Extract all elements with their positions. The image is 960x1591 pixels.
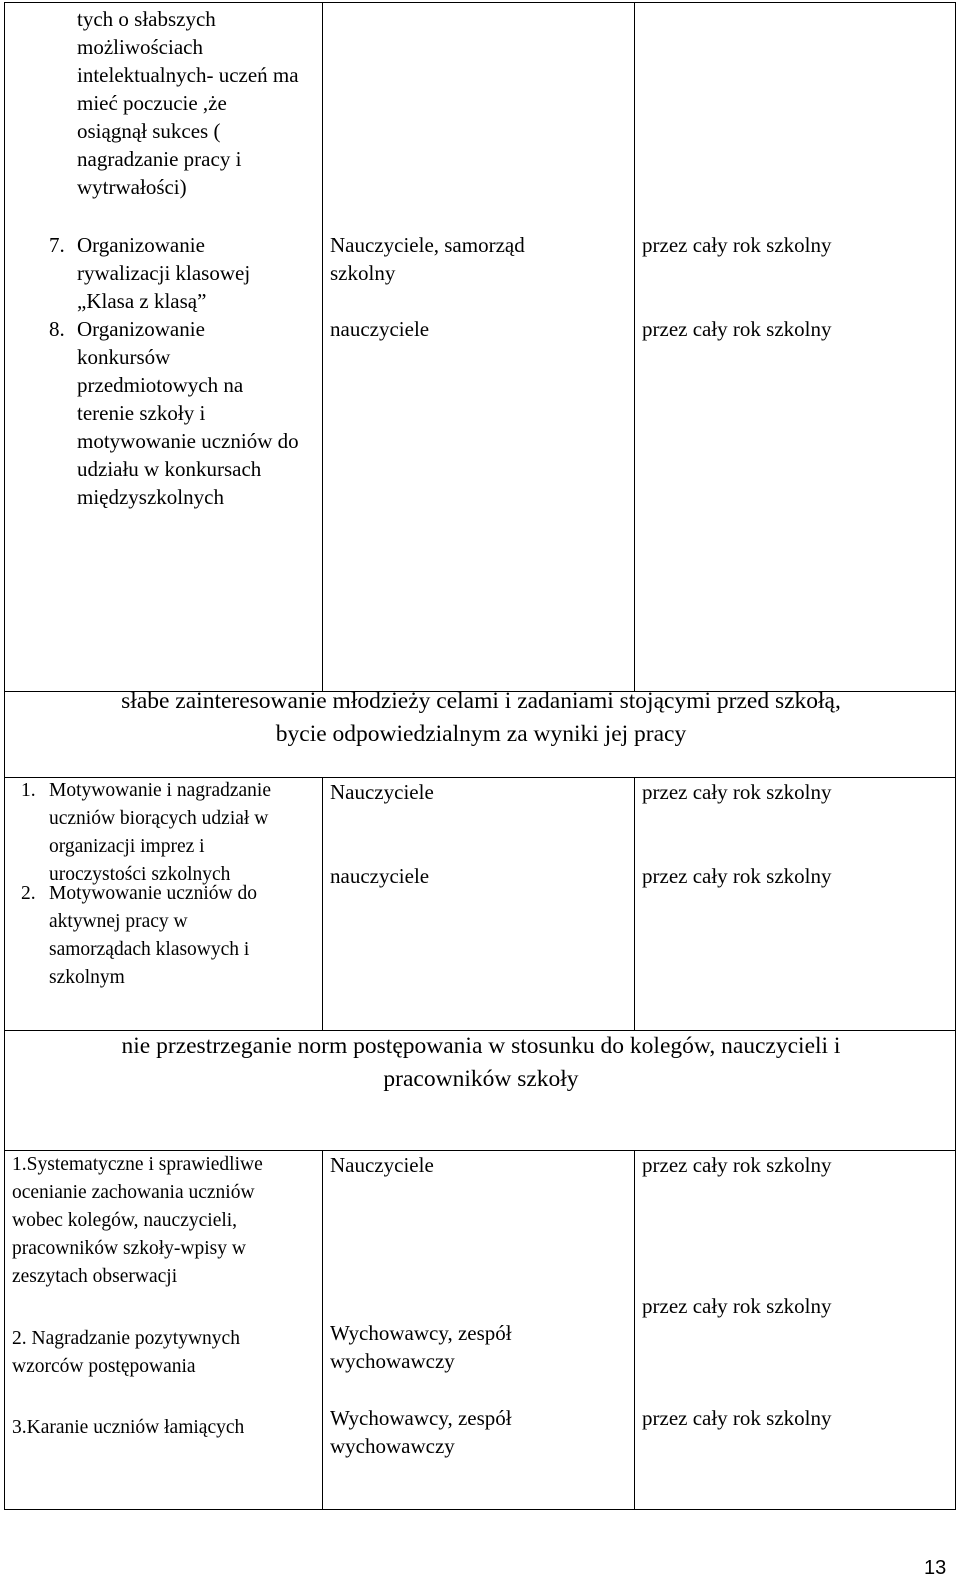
responsible-text: Wychowawcy, zespół wychowawczy bbox=[330, 1406, 512, 1458]
responsible-text: Wychowawcy, zespół wychowawczy bbox=[330, 1321, 512, 1373]
list-number: 2. bbox=[21, 883, 36, 904]
time-text: przez cały rok szkolny bbox=[642, 1294, 832, 1318]
column-divider bbox=[634, 777, 635, 1030]
section-heading: słabe zainteresowanie młodzieży celami i zadaniami stojącymi przed szkołą, bycie odpowiedzialnym za wyniki jej pracy bbox=[121, 688, 841, 747]
plan-table bbox=[4, 2, 956, 1510]
list-number: 7. bbox=[49, 233, 65, 257]
list-item: Motywowanie i nagradzanie uczniów biorących udział w organizacji imprez i uroczystości szkolnych bbox=[49, 780, 272, 885]
responsible-text: Nauczyciele, samorząd szkolny bbox=[330, 233, 525, 285]
page-number: 13 bbox=[924, 1557, 947, 1579]
list-item: Organizowanie konkursów przedmiotowych na terenie szkoły i motywowanie uczniów do udziału w konkursach międzyszkolnych bbox=[77, 317, 299, 509]
time-text: przez cały rok szkolny bbox=[642, 1406, 832, 1430]
column-divider bbox=[322, 777, 323, 1030]
task-continuation-text: tych o słabszych możliwościach intelektualnych- uczeń ma mieć poczucie ,że osiągnął sukces ( nagradzanie pracy i wytrwałości) bbox=[77, 7, 299, 199]
time-text: przez cały rok szkolny bbox=[642, 317, 832, 341]
list-item: Organizowanie rywalizacji klasowej „Klasa z klasą” bbox=[77, 233, 251, 313]
responsible-text: Nauczyciele bbox=[330, 1153, 434, 1177]
responsible-text: nauczyciele bbox=[330, 317, 430, 341]
responsible-text: nauczyciele bbox=[330, 864, 430, 888]
time-text: przez cały rok szkolny bbox=[642, 1153, 832, 1177]
column-divider bbox=[322, 3, 323, 691]
list-item: Motywowanie uczniów do aktywnej pracy w samorządach klasowych i szkolnym bbox=[49, 883, 257, 988]
section-heading: nie przestrzeganie norm postępowania w stosunku do kolegów, nauczycieli i pracowników szkoły bbox=[121, 1033, 841, 1092]
list-number: 8. bbox=[49, 317, 65, 341]
list-item: 2. Nagradzanie pozytywnych wzorców postępowania bbox=[12, 1328, 240, 1377]
responsible-text: Nauczyciele bbox=[330, 780, 434, 804]
column-divider bbox=[634, 3, 635, 691]
list-item: 3.Karanie uczniów łamiących bbox=[12, 1417, 245, 1438]
time-text: przez cały rok szkolny bbox=[642, 864, 832, 888]
column-divider bbox=[322, 1150, 323, 1509]
column-divider bbox=[634, 1150, 635, 1509]
list-number: 1. bbox=[21, 780, 36, 801]
list-item: 1.Systematyczne i sprawiedliwe ocenianie zachowania uczniów wobec kolegów, nauczycieli, pracowników szkoły-wpisy w zeszytach obserwacji bbox=[12, 1154, 263, 1287]
time-text: przez cały rok szkolny bbox=[642, 780, 832, 804]
time-text: przez cały rok szkolny bbox=[642, 233, 832, 257]
